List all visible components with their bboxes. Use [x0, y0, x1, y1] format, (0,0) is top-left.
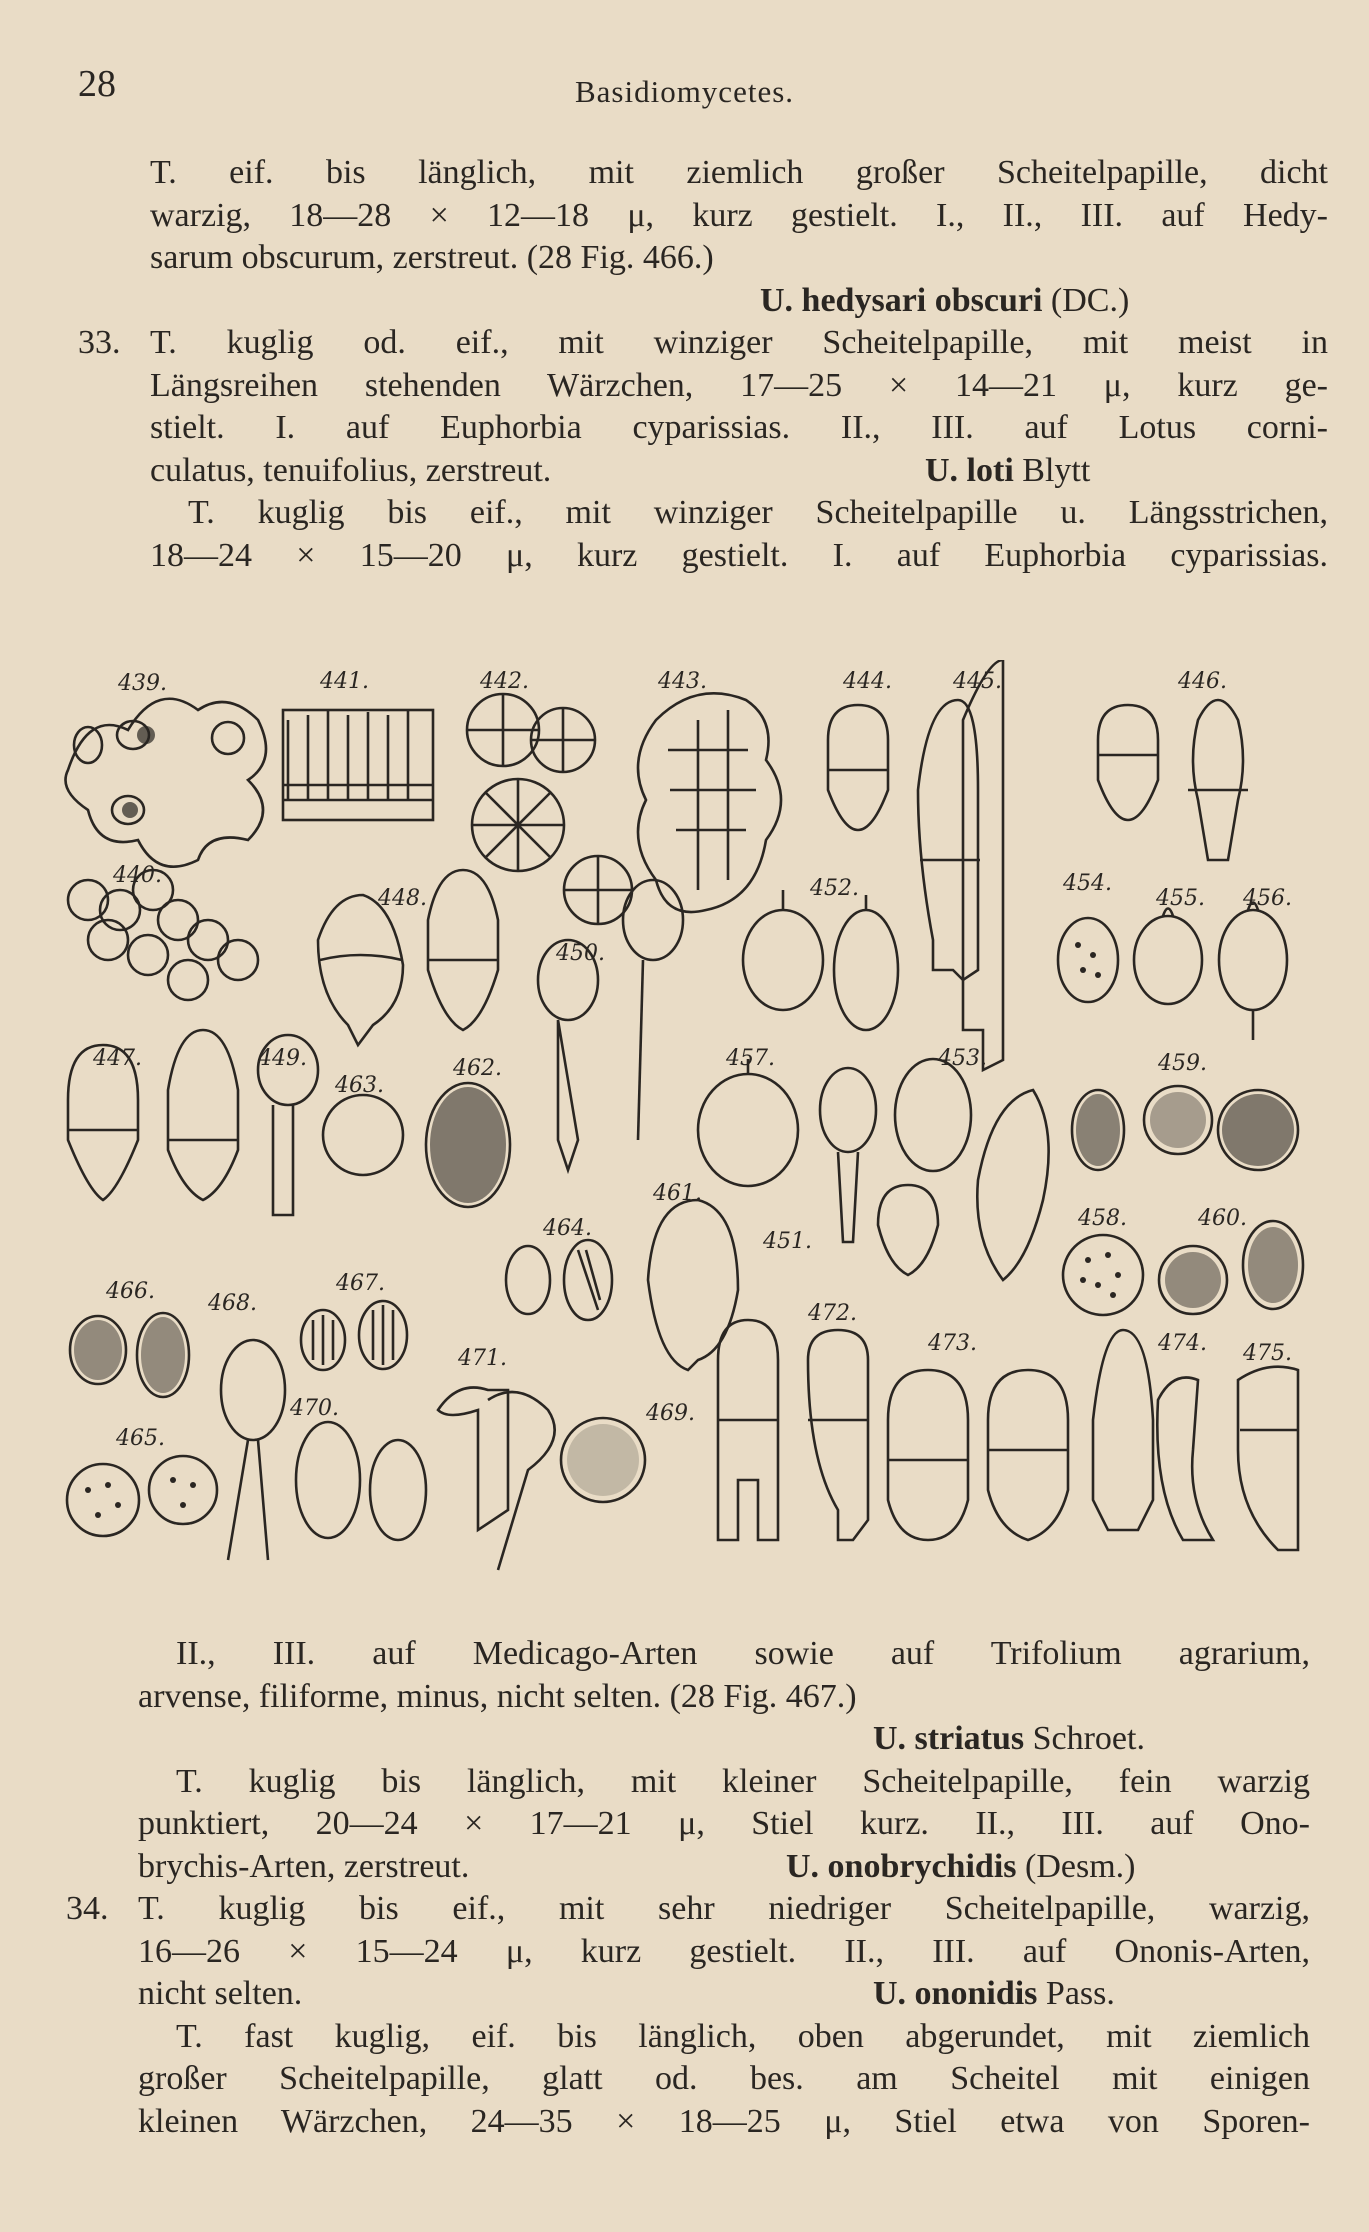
figure-label-466: 466.: [106, 1279, 155, 1304]
species-name-line: [150, 280, 1328, 323]
figure-label-442: 442.: [480, 669, 529, 694]
text-line: T. eif. bis länglich, mit ziemlich großer Scheitelpapille, dicht: [150, 154, 1328, 191]
text-line: [150, 450, 1328, 493]
figure-469-drawing: [561, 1418, 645, 1502]
figure-451-drawing: [878, 1090, 1049, 1280]
text-line: stielt. I. auf Euphorbia cyparissias. II., III. auf Lotus corni-: [150, 409, 1328, 446]
text-line: T. kuglig bis eif., mit winziger Scheitelpapille u. Längsstrichen,: [188, 494, 1328, 531]
running-head: Basidiomycetes.: [574, 74, 795, 109]
text-line: Längsreihen stehenden Wärzchen, 17—25 × 14—21 μ, kurz ge-: [150, 366, 1328, 404]
species-author: Blytt: [1013, 451, 1091, 489]
figure-470-drawing: [296, 1422, 426, 1540]
figure-label-455: 455.: [1156, 886, 1205, 911]
figure-464-drawing: [506, 1240, 612, 1320]
species-name: U. loti: [925, 451, 1014, 489]
text-line: punktiert, 20—24 × 17—21 μ, Stiel kurz. II., III. auf Ono-: [138, 1805, 1310, 1842]
text-span: brychis-Arten, zerstreut.: [138, 1847, 470, 1885]
figure-475-drawing: [1238, 1367, 1298, 1550]
text-line: T. kuglig bis länglich, mit kleiner Scheitelpapille, fein warzig: [176, 1762, 1310, 1800]
figure-label-463: 463.: [335, 1073, 384, 1098]
figure-439-drawing: [66, 699, 267, 867]
species-name: U. onobrychidis: [786, 1847, 1017, 1885]
text-line: sarum obscurum, zerstreut. (28 Fig. 466.): [150, 239, 714, 276]
text-line: T. fast kuglig, eif. bis länglich, oben abgerundet, mit ziemlich: [176, 2017, 1310, 2055]
figure-461-drawing: [648, 1200, 738, 1370]
figure-465-drawing: [67, 1456, 217, 1536]
figure-468-drawing: [221, 1340, 285, 1560]
figure-label-474: 474.: [1158, 1331, 1207, 1356]
figure-460-drawing: [1159, 1221, 1303, 1314]
figure-label-450: 450.: [556, 941, 605, 966]
figure-label-457: 457.: [726, 1046, 775, 1071]
figure-443-drawing: [638, 693, 781, 912]
figure-458-drawing: [1063, 1235, 1143, 1315]
figure-label-475: 475.: [1243, 1341, 1292, 1366]
figure-456-drawing: [1219, 903, 1287, 1041]
figure-label-458: 458.: [1078, 1206, 1127, 1231]
figure-452-drawing: [743, 890, 898, 1030]
species-author: Pass.: [1037, 1975, 1115, 2012]
text-line: 18—24 × 15—20 μ, kurz gestielt. I. auf Euphorbia cyparissias.: [150, 536, 1328, 574]
figure-label-462: 462.: [453, 1056, 502, 1081]
figure-label-469: 469.: [646, 1401, 695, 1426]
figure-459-drawing: [1072, 1086, 1298, 1170]
figure-plate: [58, 660, 1318, 1575]
text-span: T. kuglig od. eif., mit winziger Scheitelpapille, mit meist in: [150, 324, 1328, 361]
text-line: 16—26 × 15—24 μ, kurz gestielt. II., III. auf Ononis-Arten,: [138, 1932, 1310, 1970]
figure-label-468: 468.: [208, 1291, 257, 1316]
figure-label-459: 459.: [1158, 1051, 1207, 1076]
figure-472-drawing: [718, 1320, 868, 1540]
figure-label-456: 456.: [1243, 886, 1292, 911]
figure-label-445: 445.: [953, 669, 1002, 694]
figure-label-453: 453.: [938, 1046, 987, 1071]
figure-445-drawing: [918, 660, 1003, 1070]
figure-label-448: 448.: [378, 886, 427, 911]
figure-440-drawing: [68, 870, 258, 1000]
figure-473-drawing: [888, 1370, 1068, 1540]
figure-label-440: 440.: [113, 863, 162, 888]
page-number: 28: [78, 63, 116, 105]
figure-471-drawing: [438, 1388, 555, 1571]
figure-label-452: 452.: [810, 876, 859, 901]
species-author: (Desm.): [1016, 1847, 1136, 1885]
figure-441-drawing: [283, 710, 433, 820]
figure-label-464: 464.: [543, 1216, 592, 1241]
text-line: kleinen Wärzchen, 24—35 × 18—25 μ, Stiel etwa von Sporen-: [138, 2102, 1310, 2140]
figure-453-drawing: [820, 1059, 971, 1242]
text-line: [138, 1846, 1310, 1889]
text-span: T. kuglig bis eif., mit sehr niedriger Scheitelpapille, warzig,: [138, 1890, 1310, 1927]
text-span: nicht selten.: [138, 1975, 303, 2012]
species-name: U. hedysari obscuri: [760, 281, 1043, 319]
figure-label-447: 447.: [93, 1046, 142, 1071]
figure-466-drawing: [70, 1313, 189, 1397]
figure-label-443: 443.: [658, 669, 707, 694]
text-line: II., III. auf Medicago-Arten sowie auf Trifolium agrarium,: [176, 1635, 1310, 1672]
key-number: 33.: [78, 324, 121, 361]
figure-label-465: 465.: [116, 1426, 165, 1451]
figure-474-drawing: [1093, 1330, 1213, 1540]
text-line: [78, 322, 1328, 365]
figure-444-drawing: [828, 705, 888, 830]
figure-label-444: 444.: [843, 669, 892, 694]
figure-label-441: 441.: [320, 669, 369, 694]
text-line: großer Scheitelpapille, glatt od. bes. am Scheitel mit einigen: [138, 2060, 1310, 2097]
figure-label-449: 449.: [258, 1046, 307, 1071]
figure-467-drawing: [301, 1301, 407, 1370]
figure-label-461: 461.: [653, 1181, 702, 1206]
figure-457-drawing: [698, 1059, 798, 1186]
figure-462-drawing: [426, 1083, 510, 1207]
text-line: [66, 1888, 1310, 1931]
figure-label-439: 439.: [118, 671, 167, 696]
figure-label-472: 472.: [808, 1301, 857, 1326]
figure-label-471: 471.: [458, 1346, 507, 1371]
bottom-text-block: [66, 1633, 1310, 2143]
figure-label-460: 460.: [1198, 1206, 1247, 1231]
figure-442-drawing: [467, 694, 632, 924]
species-name: U. striatus: [873, 1720, 1025, 1757]
figure-463-drawing: [323, 1095, 403, 1175]
figure-label-454: 454.: [1063, 871, 1112, 896]
species-name: U. ononidis: [873, 1975, 1038, 2012]
text-span: culatus, tenuifolius, zerstreut.: [150, 451, 552, 489]
figure-454-drawing: [1058, 918, 1118, 1002]
text-line: [138, 1973, 1310, 2016]
text-line: warzig, 18—28 × 12—18 μ, kurz gestielt. I., II., III. auf Hedy-: [150, 196, 1328, 234]
species-author: (DC.): [1042, 281, 1130, 319]
figure-label-446: 446.: [1178, 669, 1227, 694]
figure-label-467: 467.: [336, 1271, 385, 1296]
figure-label-451: 451.: [763, 1229, 812, 1254]
key-number: 34.: [66, 1890, 109, 1927]
figure-446-drawing: [1098, 700, 1248, 860]
figure-label-473: 473.: [928, 1331, 977, 1356]
text-line: arvense, filiforme, minus, nicht selten. (28 Fig. 467.): [138, 1677, 857, 1715]
figure-450-drawing: [538, 880, 683, 1170]
figure-label-470: 470.: [290, 1396, 339, 1421]
top-text-block: [78, 152, 1328, 577]
figure-455-drawing: [1134, 909, 1202, 1005]
species-author: Schroet.: [1024, 1720, 1145, 1757]
species-name-line: [138, 1718, 1310, 1761]
